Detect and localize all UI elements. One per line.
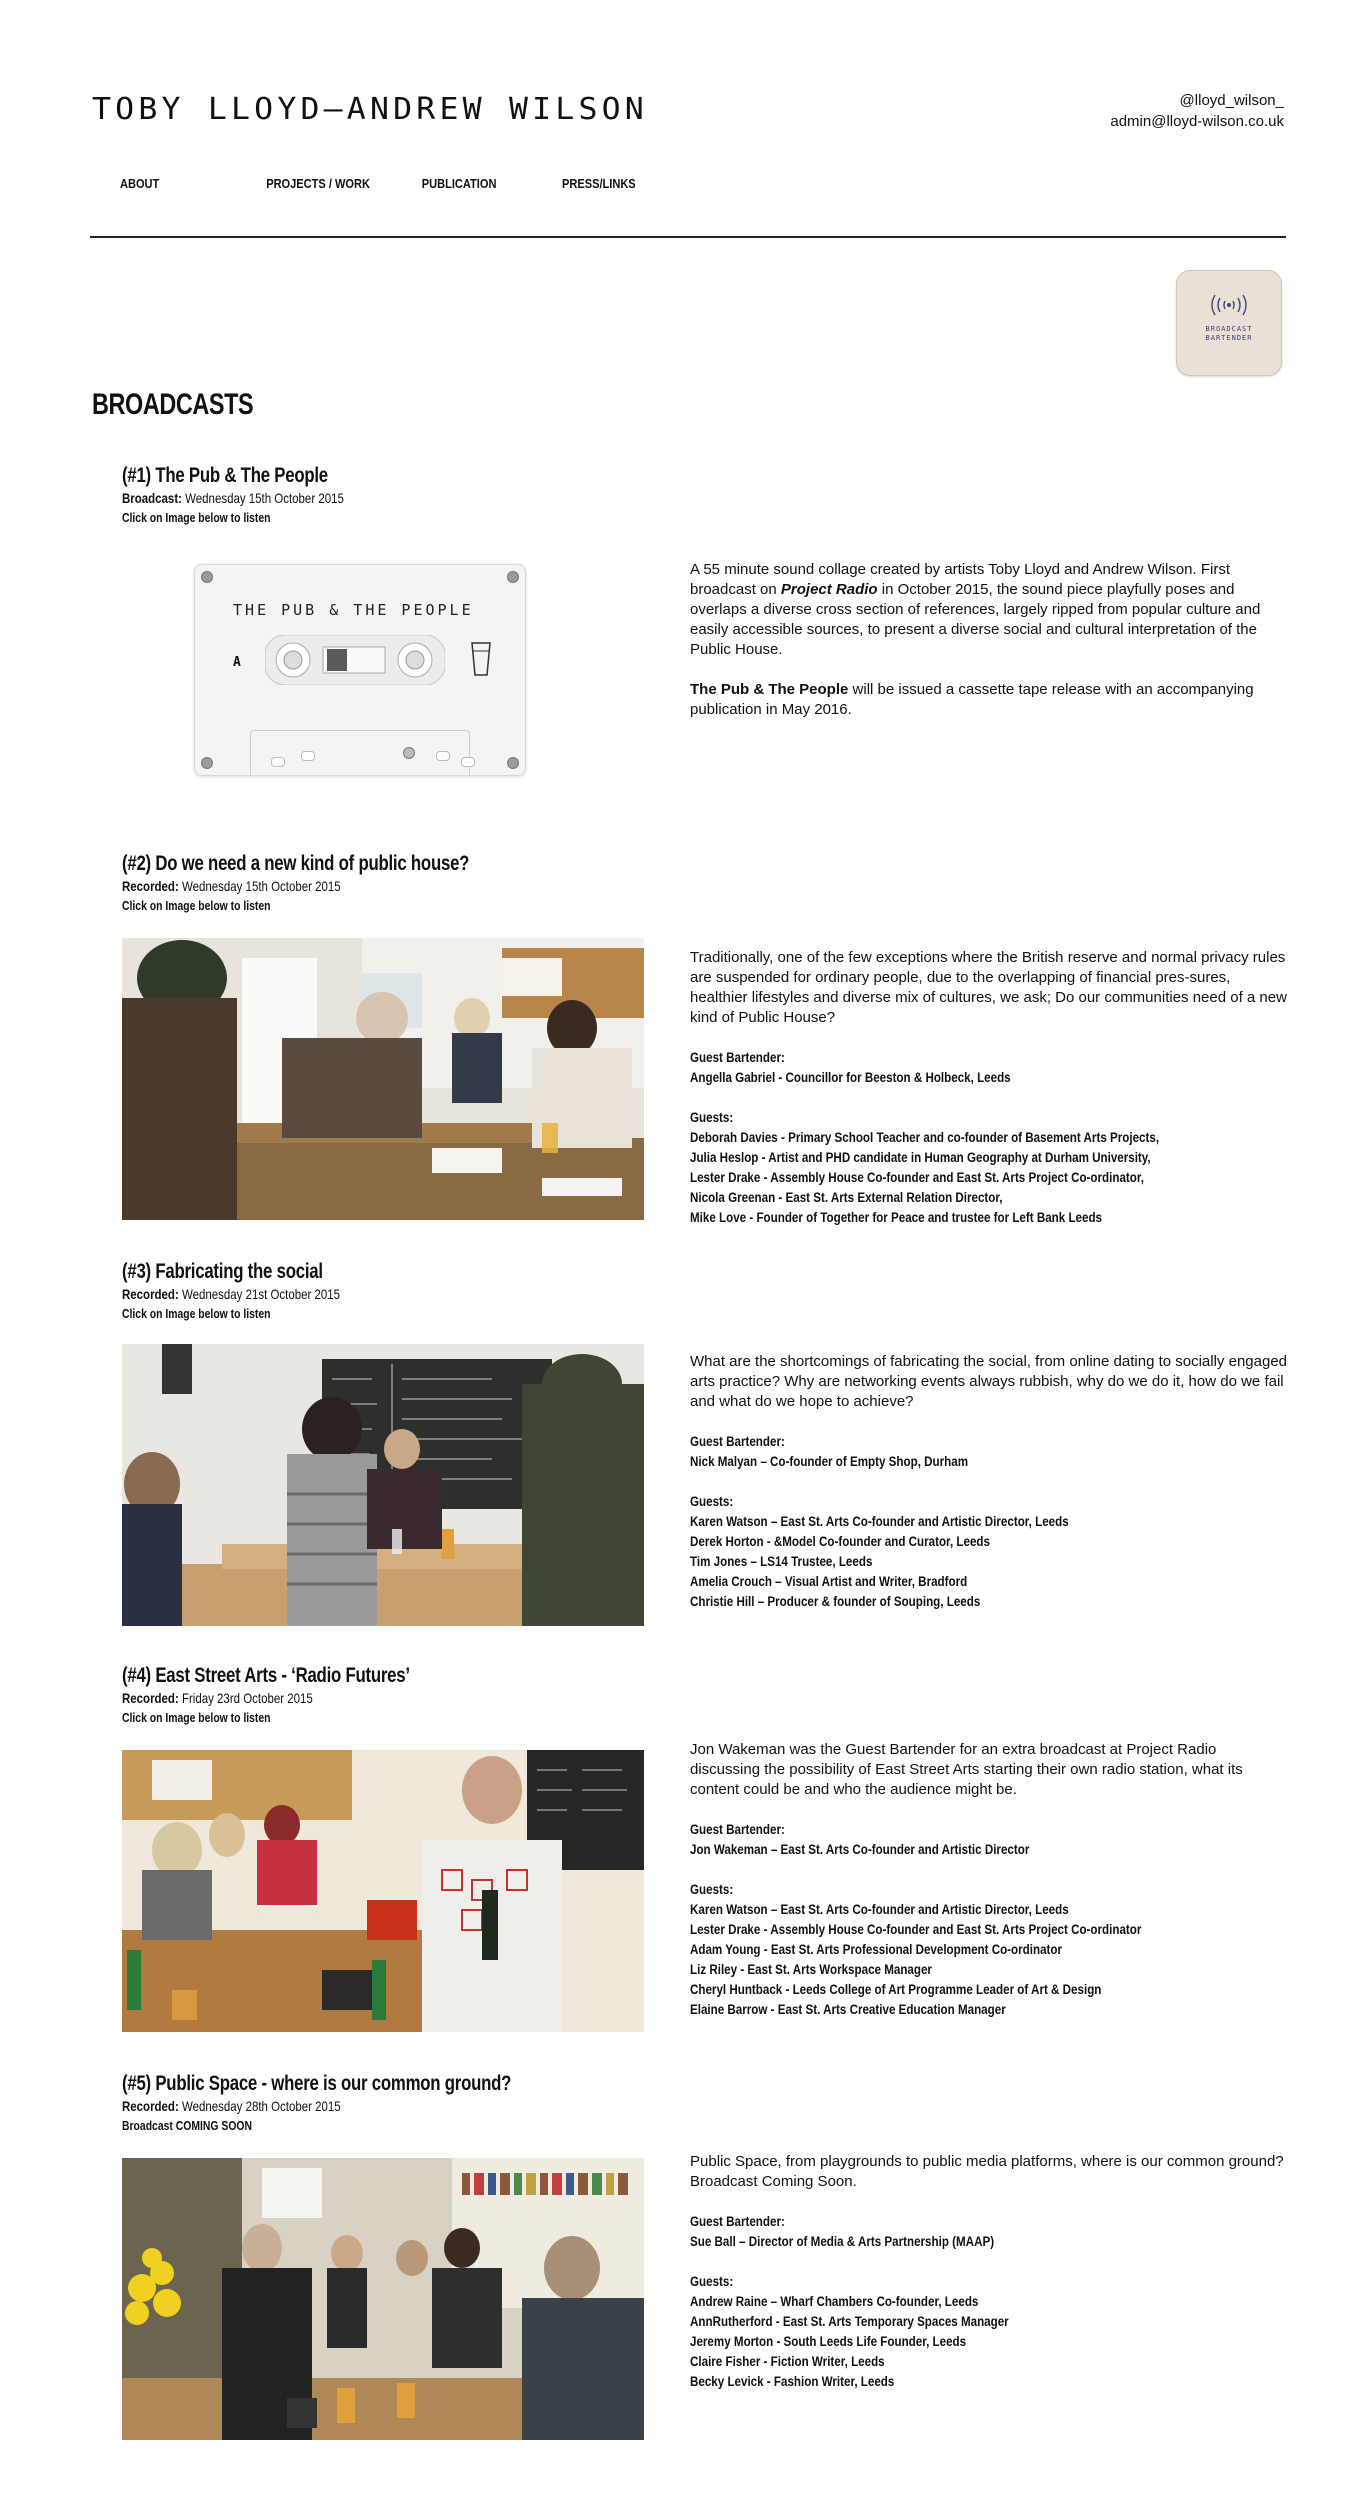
bartender-block: Guest Bartender: Angella Gabriel - Councillor for Beeston & Holbeck, Leeds Guests: Deborah Davies - Primary School Teacher and co-founder of Basement Arts Projects, Julia Heslop - Artist and PHD candidate in Human Geography at Durham University, Lester Drake - Assembly House Co-founder and East St. Arts Project Co-ordinator, Nicola Greenan - East St. Arts External Relation Director, Mike Love - Founder of Together for Peace and trustee for Left Bank Leeds [690,1048,1206,1228]
episode-note: Broadcast COMING SOON [122,2118,253,2133]
guest-item: AnnRutherford - East St. Arts Temporary Spaces Manager [690,2314,1009,2329]
description-text: Jon Wakeman was the Guest Bartender for an extra broadcast at Project Radio discussing the possibility of East Street Arts starting their own radio station, what its content could be and who the audience might be. [690,1741,1243,1798]
cassette-tape-image[interactable] [194,564,526,776]
description-text: Traditionally, one of the few exceptions where the British reserve and normal privacy rules are suspended for ordinary people, due to the overlapping of financial pres-sures, healthier lifestyles and diverse mix of cultures, we ask; Do our communities need of a new kind of Public House? [690,949,1287,1026]
bartender-block: Guest Bartender: Jon Wakeman – East St. Arts Co-founder and Artistic Director Guests: Karen Watson – East St. Arts Co-founder and Artistic Director, Leeds Lester Drake - Assembly House Co-founder and East St. Arts Project Co-ordinator Adam Young - East St. Arts Professional Development Co-ordinator Liz Riley - East St. Arts Workspace Manager Cheryl Huntback - Leeds College of Art Programme Leader of Art & Design Elaine Barrow - East St. Arts Creative Education Manager [690,1820,1206,2020]
guest-item: Claire Fisher - Fiction Writer, Leeds [690,2354,885,2369]
episode-4-photo[interactable] [122,1750,644,2032]
screw [201,571,213,583]
episode-title: (#4) East Street Arts - ‘Radio Futures’ [122,1664,410,1687]
guest-item: Lester Drake - Assembly House Co-founder and East St. Arts Project Co-ordinator, [690,1170,1144,1185]
episode-3-header [122,1260,388,1323]
episode-title: (#3) Fabricating the social [122,1260,323,1283]
episode-title: (#1) The Pub & The People [122,464,328,487]
episode-meta: Recorded: Wednesday 28th October 2015 [122,2098,341,2114]
sound-waves-icon [1209,291,1249,319]
release-note: The Pub & The People will be issued a cassette tape release with an accompanying publication in May 2016. [690,681,1254,718]
screw [201,757,213,769]
episode-meta: Recorded: Friday 23rd October 2015 [122,1690,313,1706]
screw [507,757,519,769]
episode-meta: Broadcast: Wednesday 15th October 2015 [122,490,344,506]
contact-block [1110,90,1284,132]
nav-about[interactable]: ABOUT [120,176,160,191]
guest-item: Karen Watson – East St. Arts Co-founder and Artistic Director, Leeds [690,1902,1069,1917]
public-space-photo [122,2158,644,2440]
cassette-side: A [233,655,241,670]
pint-glass-icon [470,641,492,677]
episode-note: Click on Image below to listen [122,898,271,913]
tape-reels-icon [265,635,445,685]
episode-3-photo[interactable] [122,1344,644,1626]
episode-note: Click on Image below to listen [122,1710,271,1725]
guest-item: Liz Riley - East St. Arts Workspace Manager [690,1962,932,1977]
cassette-hole [461,757,475,767]
guest-item: Adam Young - East St. Arts Professional Development Co-ordinator [690,1942,1063,1957]
bartender-block: Guest Bartender: Nick Malyan – Co-founder of Empty Shop, Durham Guests: Karen Watson – East St. Arts Co-founder and Artistic Director, Leeds Derek Horton - &Model Co-founder and Curator, Leeds Tim Jones – LS14 Trustee, Leeds Amelia Crouch – Visual Artist and Writer, Bradford Christie Hill – Producer & founder of Souping, Leeds [690,1432,1206,1612]
nav-projects-work[interactable]: PROJECTS / WORK [266,176,370,191]
twitter-handle-link[interactable]: @lloyd_wilson_ [1179,92,1284,109]
episode-meta: Recorded: Wednesday 15th October 2015 [122,878,341,894]
cassette-hole [271,757,285,767]
episode-5-photo[interactable] [122,2158,644,2440]
screw [507,571,519,583]
bartender-block: Guest Bartender: Sue Ball – Director of Media & Arts Partnership (MAAP) Guests: Andrew Raine – Wharf Chambers Co-founder, Leeds AnnRutherford - East St. Arts Temporary Spaces Manager Jeremy Morton - South Leeds Life Founder, Leeds Claire Fisher - Fiction Writer, Leeds Becky Levick - Fashion Writer, Leeds [690,2212,1206,2392]
site-logo[interactable]: TOBY LLOYD—ANDREW WILSON [92,92,648,127]
guest-item: Elaine Barrow - East St. Arts Creative Education Manager [690,2002,1006,2017]
episode-3-description [690,1352,1290,1612]
guest-item: Cheryl Huntback - Leeds College of Art Programme Leader of Art & Design [690,1982,1102,1997]
blackboard-bar-photo [122,1344,644,1626]
guest-item: Tim Jones – LS14 Trustee, Leeds [690,1554,873,1569]
episode-5-header [122,2072,608,2135]
broadcast-bartender-coaster[interactable] [1176,270,1282,376]
episode-1-description [690,560,1290,720]
episode-1-header [122,464,393,527]
episode-title: (#2) Do we need a new kind of public house? [122,852,470,875]
guest-item: Karen Watson – East St. Arts Co-founder and Artistic Director, Leeds [690,1514,1069,1529]
episode-title: (#5) Public Space - where is our common ground? [122,2072,512,2095]
episode-meta: Recorded: Wednesday 21st October 2015 [122,1286,341,1302]
nav-publication[interactable]: PUBLICATION [421,176,497,191]
episode-4-header [122,1664,482,1727]
description-text: Public Space, from playgrounds to public media platforms, where is our common ground? Broadcast Coming Soon. [690,2153,1284,2190]
guest-item: Christie Hill – Producer & founder of Souping, Leeds [690,1594,981,1609]
episode-4-description [690,1740,1290,2020]
guest-item: Amelia Crouch – Visual Artist and Writer, Bradford [690,1574,968,1589]
episode-note: Click on Image below to listen [122,510,271,525]
episode-5-description [690,2152,1290,2392]
nav-press-links[interactable]: PRESS/LINKS [562,176,636,191]
header-divider [90,236,1286,238]
guest-item: Becky Levick - Fashion Writer, Leeds [690,2374,895,2389]
episode-note: Click on Image below to listen [122,1306,271,1321]
cassette-bottom [250,730,470,775]
cassette-hole [301,751,315,761]
cassette-label: THE PUB & THE PEOPLE [233,601,474,619]
guest-item: Andrew Raine – Wharf Chambers Co-founder, Leeds [690,2294,979,2309]
cassette-hole [436,751,450,761]
pub-gathering-photo [122,938,644,1220]
email-link[interactable]: admin@lloyd-wilson.co.uk [1110,113,1284,130]
guest-item: Nicola Greenan - East St. Arts External Relation Director, [690,1190,1003,1205]
radio-futures-photo [122,1750,644,2032]
screw [403,747,415,759]
guest-item: Jeremy Morton - South Leeds Life Founder, Leeds [690,2334,967,2349]
guest-item: Lester Drake - Assembly House Co-founder and East St. Arts Project Co-ordinator [690,1922,1142,1937]
guest-item: Julia Heslop - Artist and PHD candidate in Human Geography at Durham University, [690,1150,1151,1165]
page-title: BROADCASTS [92,388,254,421]
guest-item: Derek Horton - &Model Co-founder and Curator, Leeds [690,1534,990,1549]
description-text: A 55 minute sound collage created by artists Toby Lloyd and Andrew Wilson. First broadcast on Project Radio in October 2015, the sound piece playfully poses and overlaps a diverse cross section of references, largely ripped from popular culture and easily accessible sources, to present a diverse social and cultural interpretation of the Public House. [690,561,1261,658]
episode-2-description [690,948,1290,1228]
episode-2-header [122,852,556,915]
guest-item: Deborah Davies - Primary School Teacher and co-founder of Basement Arts Projects, [690,1130,1160,1145]
description-text: What are the shortcomings of fabricating the social, from online dating to socially engaged arts practice? Why are networking events always rubbish, why do we do it, how do we fail and what do we hope to achieve? [690,1353,1287,1410]
coaster-text: BROADCAST BARTENDER [1205,325,1253,342]
episode-2-photo[interactable] [122,938,644,1220]
guest-item: Mike Love - Founder of Together for Peace and trustee for Left Bank Leeds [690,1210,1103,1225]
